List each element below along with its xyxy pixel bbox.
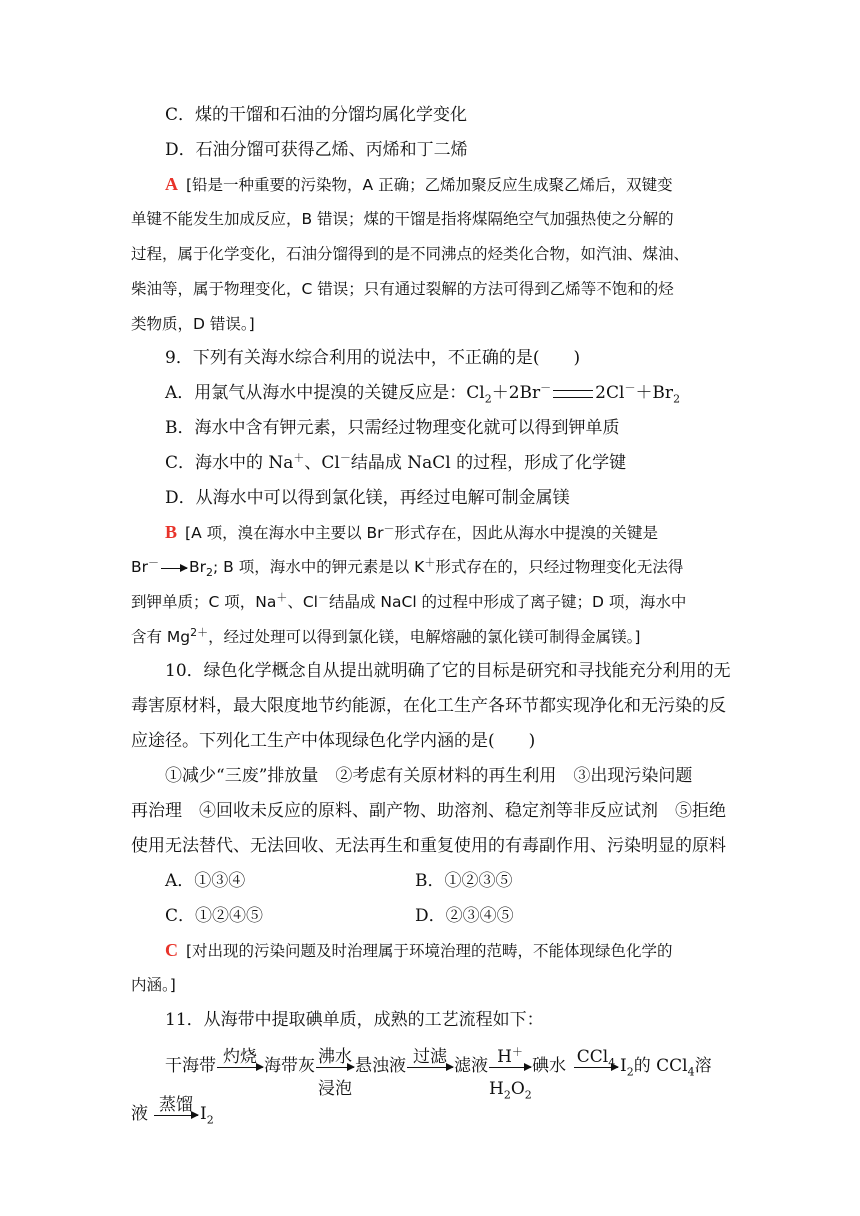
q10-option-b: B．①②③⑤ <box>415 871 513 891</box>
flow-iodine-water: 碘水 <box>532 1056 566 1076</box>
flow-arrow-filter <box>407 1047 453 1068</box>
q9-exp2d: 形式存在的，只经过物理变化无法得 <box>435 558 684 576</box>
q8-answer: A <box>165 174 178 194</box>
flow-arrow-soak <box>316 1047 354 1099</box>
q9-exp1a: [A 项，溴在海水中主要以 Br <box>185 524 384 542</box>
q9-option-a-eq-left: ＋2Br <box>491 383 541 403</box>
flow-arrow-extract <box>574 1047 618 1070</box>
q8-explanation-line5: 类物质，D 错误。] <box>131 315 255 333</box>
q9-answer: B <box>165 522 178 542</box>
q11-flow-line2: 液 蒸馏 $I_2$ <box>131 1095 214 1127</box>
q10-option-c: C．①②④⑤ <box>165 906 264 926</box>
q10-explanation-line1 <box>165 938 673 963</box>
q11-stem: 11．从海带中提取碘单质，成熟的工艺流程如下： <box>165 1010 544 1030</box>
q9-explanation-line1: B [A 项，溴在海水中主要以 Br－形式存在，因此从海水中提溴的关键是 <box>165 521 659 542</box>
q10-items-line3: 使用无法替代、无法回收、无法再生和重复使用的有毒副作用、污染明显的原料 <box>131 836 726 856</box>
flow-iodine-final: I <box>200 1104 207 1124</box>
q9-option-c-pre: C．海水中的 Na <box>165 453 294 473</box>
flow-solution-char: 溶 <box>694 1056 712 1076</box>
q9-exp3c: 结晶成 NaCl 的过程中形成了离子键；D 项，海水中 <box>328 593 687 611</box>
flow-iodine: I <box>620 1056 627 1076</box>
reaction-arrow-icon <box>161 566 187 569</box>
q10-exp1: [对出现的污染问题及时治理属于环境治理的范畴，不能体现绿色化学的 <box>186 942 673 960</box>
q9-exp1b: 形式存在，因此从海水中提溴的关键是 <box>394 524 659 542</box>
q8-explanation-line3: 过程，属于化学变化，石油分馏得到的是不同沸点的烃类化合物，如汽油、煤油、 <box>131 245 690 263</box>
q9-option-c-post: 结晶成 NaCl 的过程，形成了化学键 <box>350 453 627 473</box>
flow-dry-kelp: 干海带 <box>165 1056 216 1076</box>
q9-option-d: D．从海水中可以得到氯化镁，再经过电解可制金属镁 <box>165 488 570 508</box>
flow-filtrate: 滤液 <box>454 1056 488 1076</box>
q10-option-a: A．①③④ <box>165 871 246 891</box>
q9-exp2a: Br <box>131 558 149 576</box>
q9-exp3a: 到钾单质；C 项，Na <box>131 593 277 611</box>
flow-arrow-filter-label: 过滤 <box>413 1047 447 1067</box>
q10-answer: C <box>165 940 178 960</box>
flow-arrow-oxidize-top: H＋ <box>497 1045 523 1067</box>
q9-option-a: A．用氯气从海水中提溴的关键反应是：$Cl_2+2Br^-$ $2Cl^-+Br_2$ <box>165 381 681 406</box>
q8-option-d: D．石油分馏可获得乙烯、丙烯和丁二烯 <box>165 140 468 160</box>
flow-arrow-soak-bottom: 浸泡 <box>318 1079 352 1099</box>
q8-explanation-line2: 单键不能发生加成反应，B 错误；煤的干馏是指将煤隔绝空气加强热使之分解的 <box>131 210 674 228</box>
q9-option-a-eq-end: ＋Br <box>635 383 674 403</box>
equals-sign-icon <box>553 390 593 398</box>
q9-option-b: B．海水中含有钾元素，只需经过物理变化就可以得到钾单质 <box>165 418 620 438</box>
q9-option-c: C．海水中的 Na＋、Cl－结晶成 NaCl 的过程，形成了化学键 <box>165 451 627 473</box>
q9-explanation-line4: 含有 $Mg^{2+}$，经过处理可以得到氯化镁，电解熔融的氯化镁可制得金属镁。] <box>131 625 641 646</box>
q10-items-line1: ①减少“三废”排放量 ②考虑有关原材料的再生利用 ③出现污染问题 <box>165 766 693 786</box>
flow-suspension: 悬浊液 <box>355 1056 406 1076</box>
q9-explanation-line3: 到钾单质；C 项，Na＋、Cl－结晶成 NaCl 的过程中形成了离子键；D 项，海水中 <box>131 590 687 611</box>
flow-arrow-soak-top: 沸水 <box>318 1047 352 1067</box>
q9-stem: 9．下列有关海水综合利用的说法中，不正确的是( ) <box>165 348 581 368</box>
q10-stem-line1: 10．绿色化学概念自从提出就明确了它的目标是研究和寻找能充分利用的无 <box>165 661 731 681</box>
flow-liquid: 液 <box>131 1104 148 1124</box>
flow-arrow-oxidize <box>489 1045 532 1102</box>
flow-arrow-extract-label: CCl$_4$ <box>576 1047 616 1070</box>
q10-stem-line2: 毒害原材料，最大限度地节约能源，在化工生产各环节都实现净化和无污染的反 <box>131 696 726 716</box>
q10-explanation-line2: 内涵。] <box>131 976 176 994</box>
flow-arrow-distill-label: 蒸馏 <box>159 1095 193 1115</box>
q10-items-line2: 再治理 ④回收未反应的原料、副产物、助溶剂、稳定剂等非反应试剂 ⑤拒绝 <box>131 801 726 821</box>
flow-arrow-burn-label: 灼烧 <box>223 1047 257 1067</box>
flow-arrow-distill <box>154 1095 198 1116</box>
flow-arrow-oxidize-bottom: $H_2O_2$ <box>489 1079 532 1102</box>
flow-kelp-ash: 海带灰 <box>264 1056 315 1076</box>
q9-exp2b: Br <box>189 558 207 576</box>
q8-exp-text1: [铅是一种重要的污染物，A 正确；乙烯加聚反应生成聚乙烯后，双键变 <box>186 176 673 194</box>
q8-option-c: C．煤的干馏和石油的分馏均属化学变化 <box>165 105 468 125</box>
q11-flow-line1: 干海带 灼烧 海带灰 沸水 浸泡 悬浊液 过滤 滤液 $\frac{H^+}{H_2O_2}$ 碘水 CCl$_4$ $I_2$的 CCl$_4$溶 <box>165 1045 712 1102</box>
q8-explanation-line4: 柴油等，属于物理变化，C 错误；只有通过裂解的方法可得到乙烯等不饱和的烃 <box>131 280 674 298</box>
q9-explanation-line2: Br－ $Br_2$; B 项，海水中的钾元素是以 K＋形式存在的，只经过物理变化无法得 <box>131 555 684 580</box>
q10-option-d: D．②③④⑤ <box>415 906 514 926</box>
q9-exp4b: ，经过处理可以得到氯化镁，电解熔融的氯化镁可制得金属镁。] <box>208 628 641 646</box>
q9-option-a-eq-right: 2Cl <box>595 383 625 403</box>
q9-exp4a: 含有 Mg <box>131 628 191 646</box>
q8-explanation-line1 <box>165 172 673 197</box>
q9-option-c-mid: 、Cl <box>304 453 340 473</box>
q9-exp3b: 、Cl <box>287 593 318 611</box>
flow-arrow-burn <box>217 1047 263 1068</box>
q10-stem-line3: 应途径。下列化工生产中体现绿色化学内涵的是( ) <box>131 731 536 751</box>
flow-ccl4-solution: 的 CCl <box>633 1056 688 1076</box>
q9-option-a-text: A．用氯气从海水中提溴的关键反应是：Cl <box>165 383 485 403</box>
q9-exp2c: ; B 项，海水中的钾元素是以 K <box>213 558 425 576</box>
